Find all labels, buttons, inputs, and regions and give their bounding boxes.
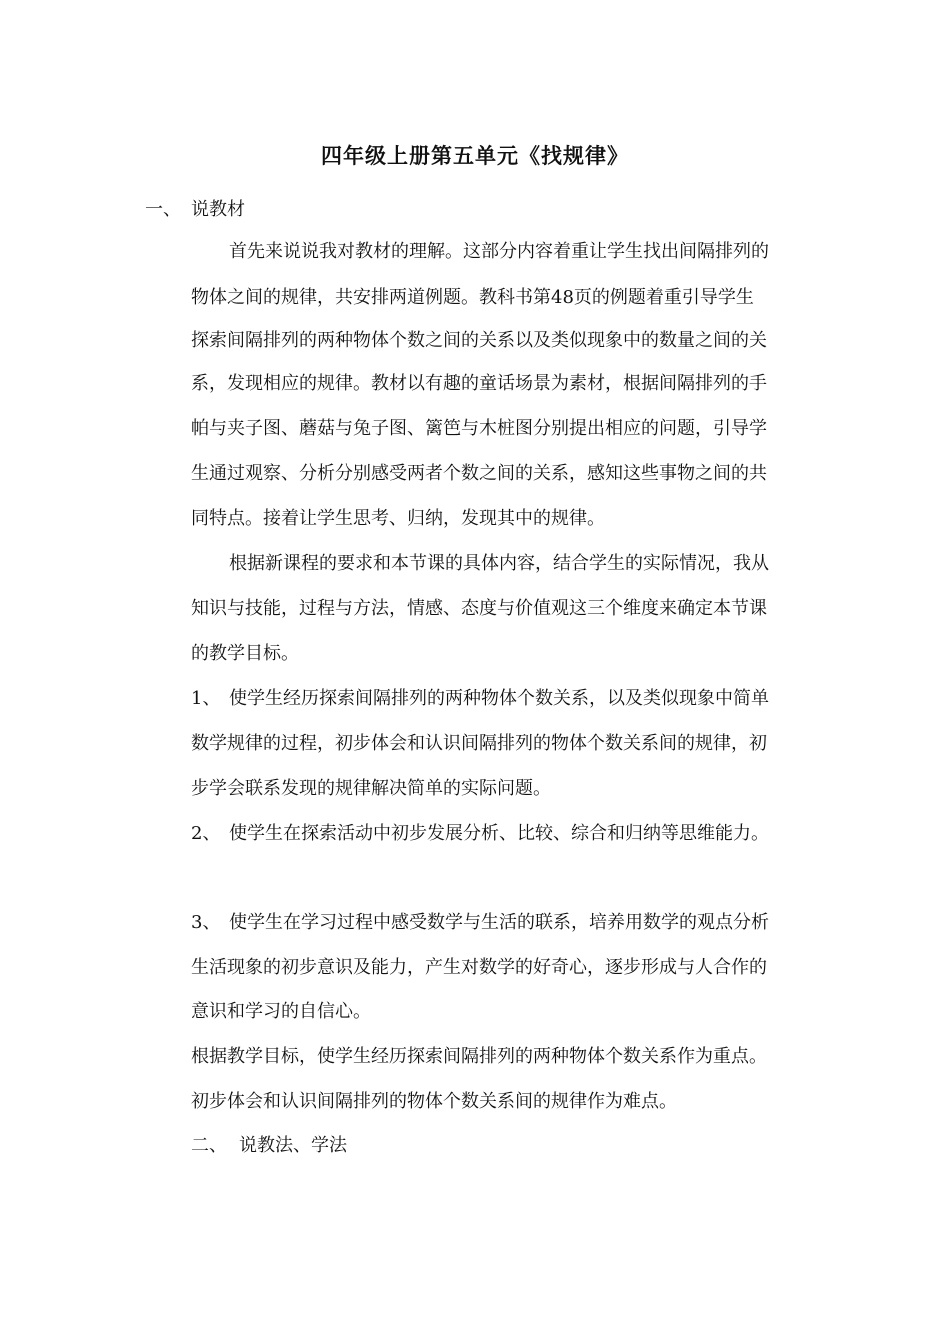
- keypoint-line: 初步体会和认识间隔排列的物体个数关系间的规律作为难点。: [191, 1091, 677, 1112]
- section-1-title: 说教材: [191, 199, 245, 220]
- para1-line: 物体之间的规律，共安排两道例题。教科书第48页的例题着重引导学生: [191, 287, 754, 308]
- section-2-number: 二、: [191, 1135, 227, 1156]
- para1-line: 探索间隔排列的两种物体个数之间的关系以及类似现象中的数量之间的关: [191, 330, 767, 351]
- section-2-heading: [191, 1134, 347, 1158]
- goal-item-2: [191, 822, 769, 846]
- section-2-title: 说教法、学法: [239, 1135, 347, 1156]
- goal-line: 生活现象的初步意识及能力，产生对数学的好奇心，逐步形成与人合作的: [191, 957, 767, 978]
- goal-number: 2、: [191, 823, 221, 844]
- goal-number: 3、: [191, 912, 221, 933]
- section-1-heading: [145, 198, 245, 222]
- goal-line: 数学规律的过程，初步体会和认识间隔排列的物体个数关系间的规律，初: [191, 733, 767, 754]
- section-1-number: 一、: [145, 199, 181, 220]
- goal-item-3: [191, 911, 769, 935]
- para1-line: 同特点。接着让学生思考、归纳，发现其中的规律。: [191, 508, 605, 529]
- goal-line: 步学会联系发现的规律解决简单的实际问题。: [191, 778, 551, 799]
- goal-number: 1、: [191, 688, 221, 709]
- para1-line: 系，发现相应的规律。教材以有趣的童话场景为素材，根据间隔排列的手: [191, 373, 767, 394]
- para2-line: 知识与技能，过程与方法，情感、态度与价值观这三个维度来确定本节课: [191, 598, 767, 619]
- goal-text: 使学生经历探索间隔排列的两种物体个数关系，以及类似现象中简单: [229, 688, 769, 709]
- para2-line: 根据新课程的要求和本节课的具体内容，结合学生的实际情况，我从: [229, 553, 769, 574]
- goal-text: 使学生在探索活动中初步发展分析、比较、综合和归纳等思维能力。: [229, 823, 769, 844]
- goal-text: 使学生在学习过程中感受数学与生活的联系，培养用数学的观点分析: [229, 912, 769, 933]
- goal-item-1: [191, 687, 769, 711]
- keypoint-line: 根据教学目标，使学生经历探索间隔排列的两种物体个数关系作为重点。: [191, 1046, 767, 1067]
- para1-line: 帕与夹子图、蘑菇与兔子图、篱笆与木桩图分别提出相应的问题，引导学: [191, 418, 767, 439]
- goal-line: 意识和学习的自信心。: [191, 1001, 371, 1022]
- para2-line: 的教学目标。: [191, 643, 299, 664]
- para1-line: 首先来说说我对教材的理解。这部分内容着重让学生找出间隔排列的: [229, 241, 769, 262]
- document-title: 四年级上册第五单元《找规律》: [321, 144, 629, 168]
- para1-line: 生通过观察、分析分别感受两者个数之间的关系，感知这些事物之间的共: [191, 463, 767, 484]
